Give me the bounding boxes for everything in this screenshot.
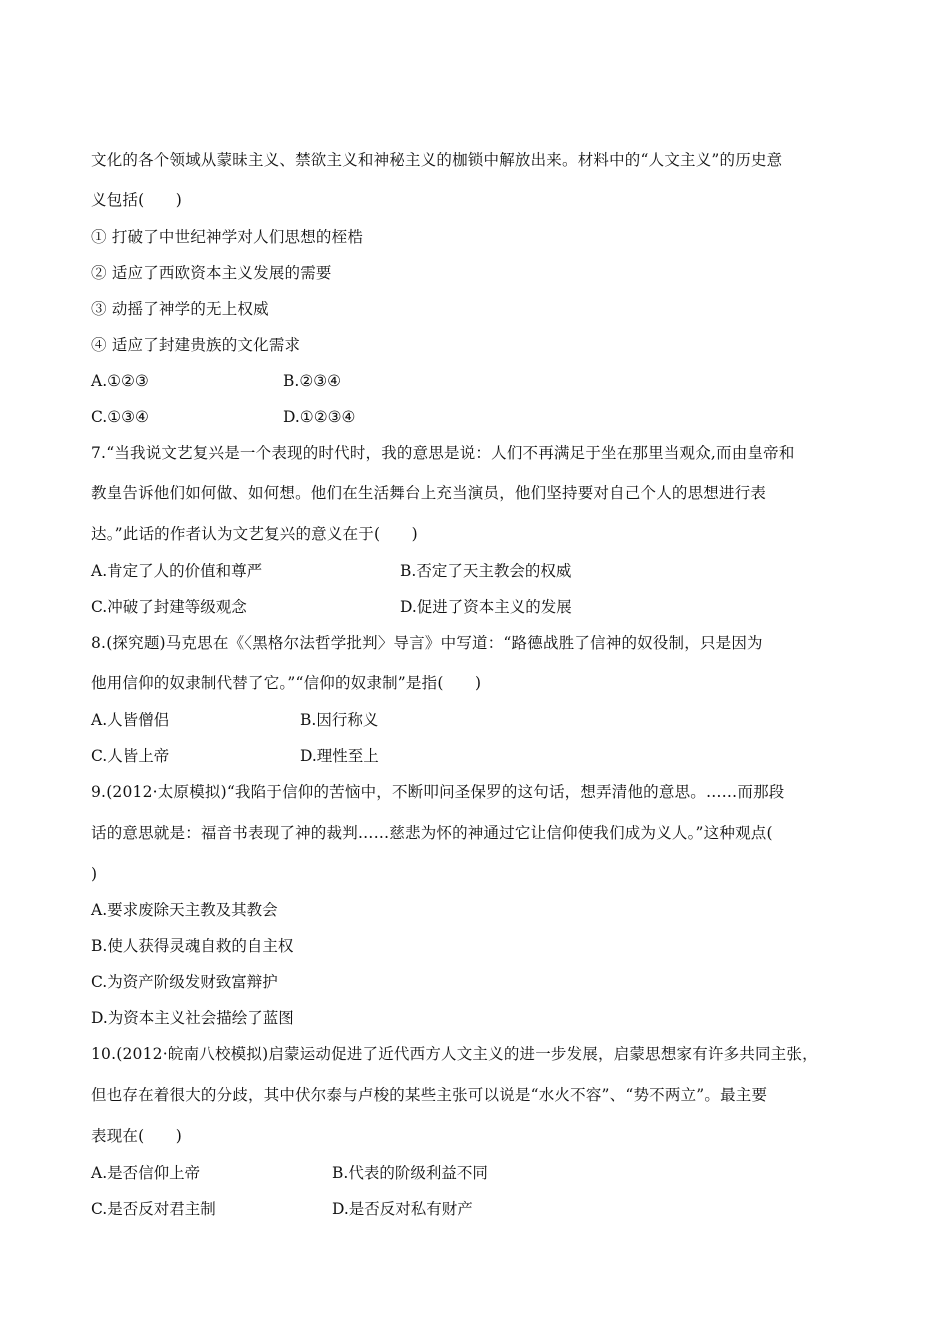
q7-option-c: C.冲破了封建等级观念 [91, 598, 247, 616]
q9-option-a: A.要求废除天主教及其教会 [91, 901, 278, 919]
q6-stem-end: 义包括( ) [91, 191, 182, 209]
q6-context-line-1: 文化的各个领域从蒙昧主义、禁欲主义和神秘主义的枷锁中解放出来。材料中的“人文主义”的历史意 [91, 151, 783, 169]
q7-option-b: B.否定了天主教会的权威 [400, 562, 572, 580]
q8-option-a: A.人皆僧侣 [91, 711, 170, 729]
q6-option-b: B.②③④ [283, 372, 342, 390]
q6-item-4: ④ 适应了封建贵族的文化需求 [91, 336, 301, 354]
q8-option-d: D.理性至上 [300, 747, 379, 765]
q7-option-d: D.促进了资本主义的发展 [400, 598, 572, 616]
q8-stem-line-2: 他用信仰的奴隶制代替了它。”“信仰的奴隶制”是指( ) [91, 674, 482, 692]
q9-stem-line-3: ) [91, 865, 98, 883]
q9-stem-line-2: 话的意思就是：福音书表现了神的裁判……慈悲为怀的神通过它让信仰使我们成为义人。”这种观点( [91, 824, 773, 842]
q6-item-3: ③ 动摇了神学的无上权威 [91, 300, 269, 318]
q7-option-a: A.肯定了人的价值和尊严 [91, 562, 263, 580]
q6-item-2: ② 适应了西欧资本主义发展的需要 [91, 264, 332, 282]
q6-option-c: C.①③④ [91, 408, 149, 426]
q10-option-d: D.是否反对私有财产 [332, 1200, 473, 1218]
q8-option-b: B.因行称义 [300, 711, 379, 729]
q10-stem-line-2: 但也存在着很大的分歧，其中伏尔泰与卢梭的某些主张可以说是“水火不容”、“势不两立”。最主要 [91, 1086, 768, 1104]
q10-option-a: A.是否信仰上帝 [91, 1164, 201, 1182]
q9-stem-line-1: 9.(2012·太原模拟)“我陷于信仰的苦恼中，不断叩问圣保罗的这句话，想弄清他的意思。……而那段 [91, 783, 785, 801]
q6-item-1: ① 打破了中世纪神学对人们思想的桎梏 [91, 228, 364, 246]
q10-stem-line-1: 10.(2012·皖南八校模拟)启蒙运动促进了近代西方人文主义的进一步发展，启蒙思想家有许多共同主张， [91, 1045, 818, 1063]
q6-option-a: A.①②③ [91, 372, 149, 390]
q7-stem-line-3: 达。”此话的作者认为文艺复兴的意义在于( ) [91, 525, 418, 543]
q8-option-c: C.人皆上帝 [91, 747, 170, 765]
q9-option-d: D.为资本主义社会描绘了蓝图 [91, 1009, 294, 1027]
q10-option-c: C.是否反对君主制 [91, 1200, 216, 1218]
q9-option-c: C.为资产阶级发财致富辩护 [91, 973, 278, 991]
q8-stem-line-1: 8.(探究题)马克思在《〈黑格尔法哲学批判〉导言》中写道：“路德战胜了信神的奴役制，只是因为 [91, 634, 763, 652]
q7-stem-line-2: 教皇告诉他们如何做、如何想。他们在生活舞台上充当演员，他们坚持要对自己个人的思想进行表 [91, 484, 767, 502]
q10-stem-line-3: 表现在( ) [91, 1127, 182, 1145]
q6-option-d: D.①②③④ [283, 408, 356, 426]
q10-option-b: B.代表的阶级利益不同 [332, 1164, 488, 1182]
q7-stem-line-1: 7.“当我说文艺复兴是一个表现的时代时，我的意思是说：人们不再满足于坐在那里当观众,而由皇帝和 [91, 444, 795, 462]
q9-option-b: B.使人获得灵魂自救的自主权 [91, 937, 294, 955]
